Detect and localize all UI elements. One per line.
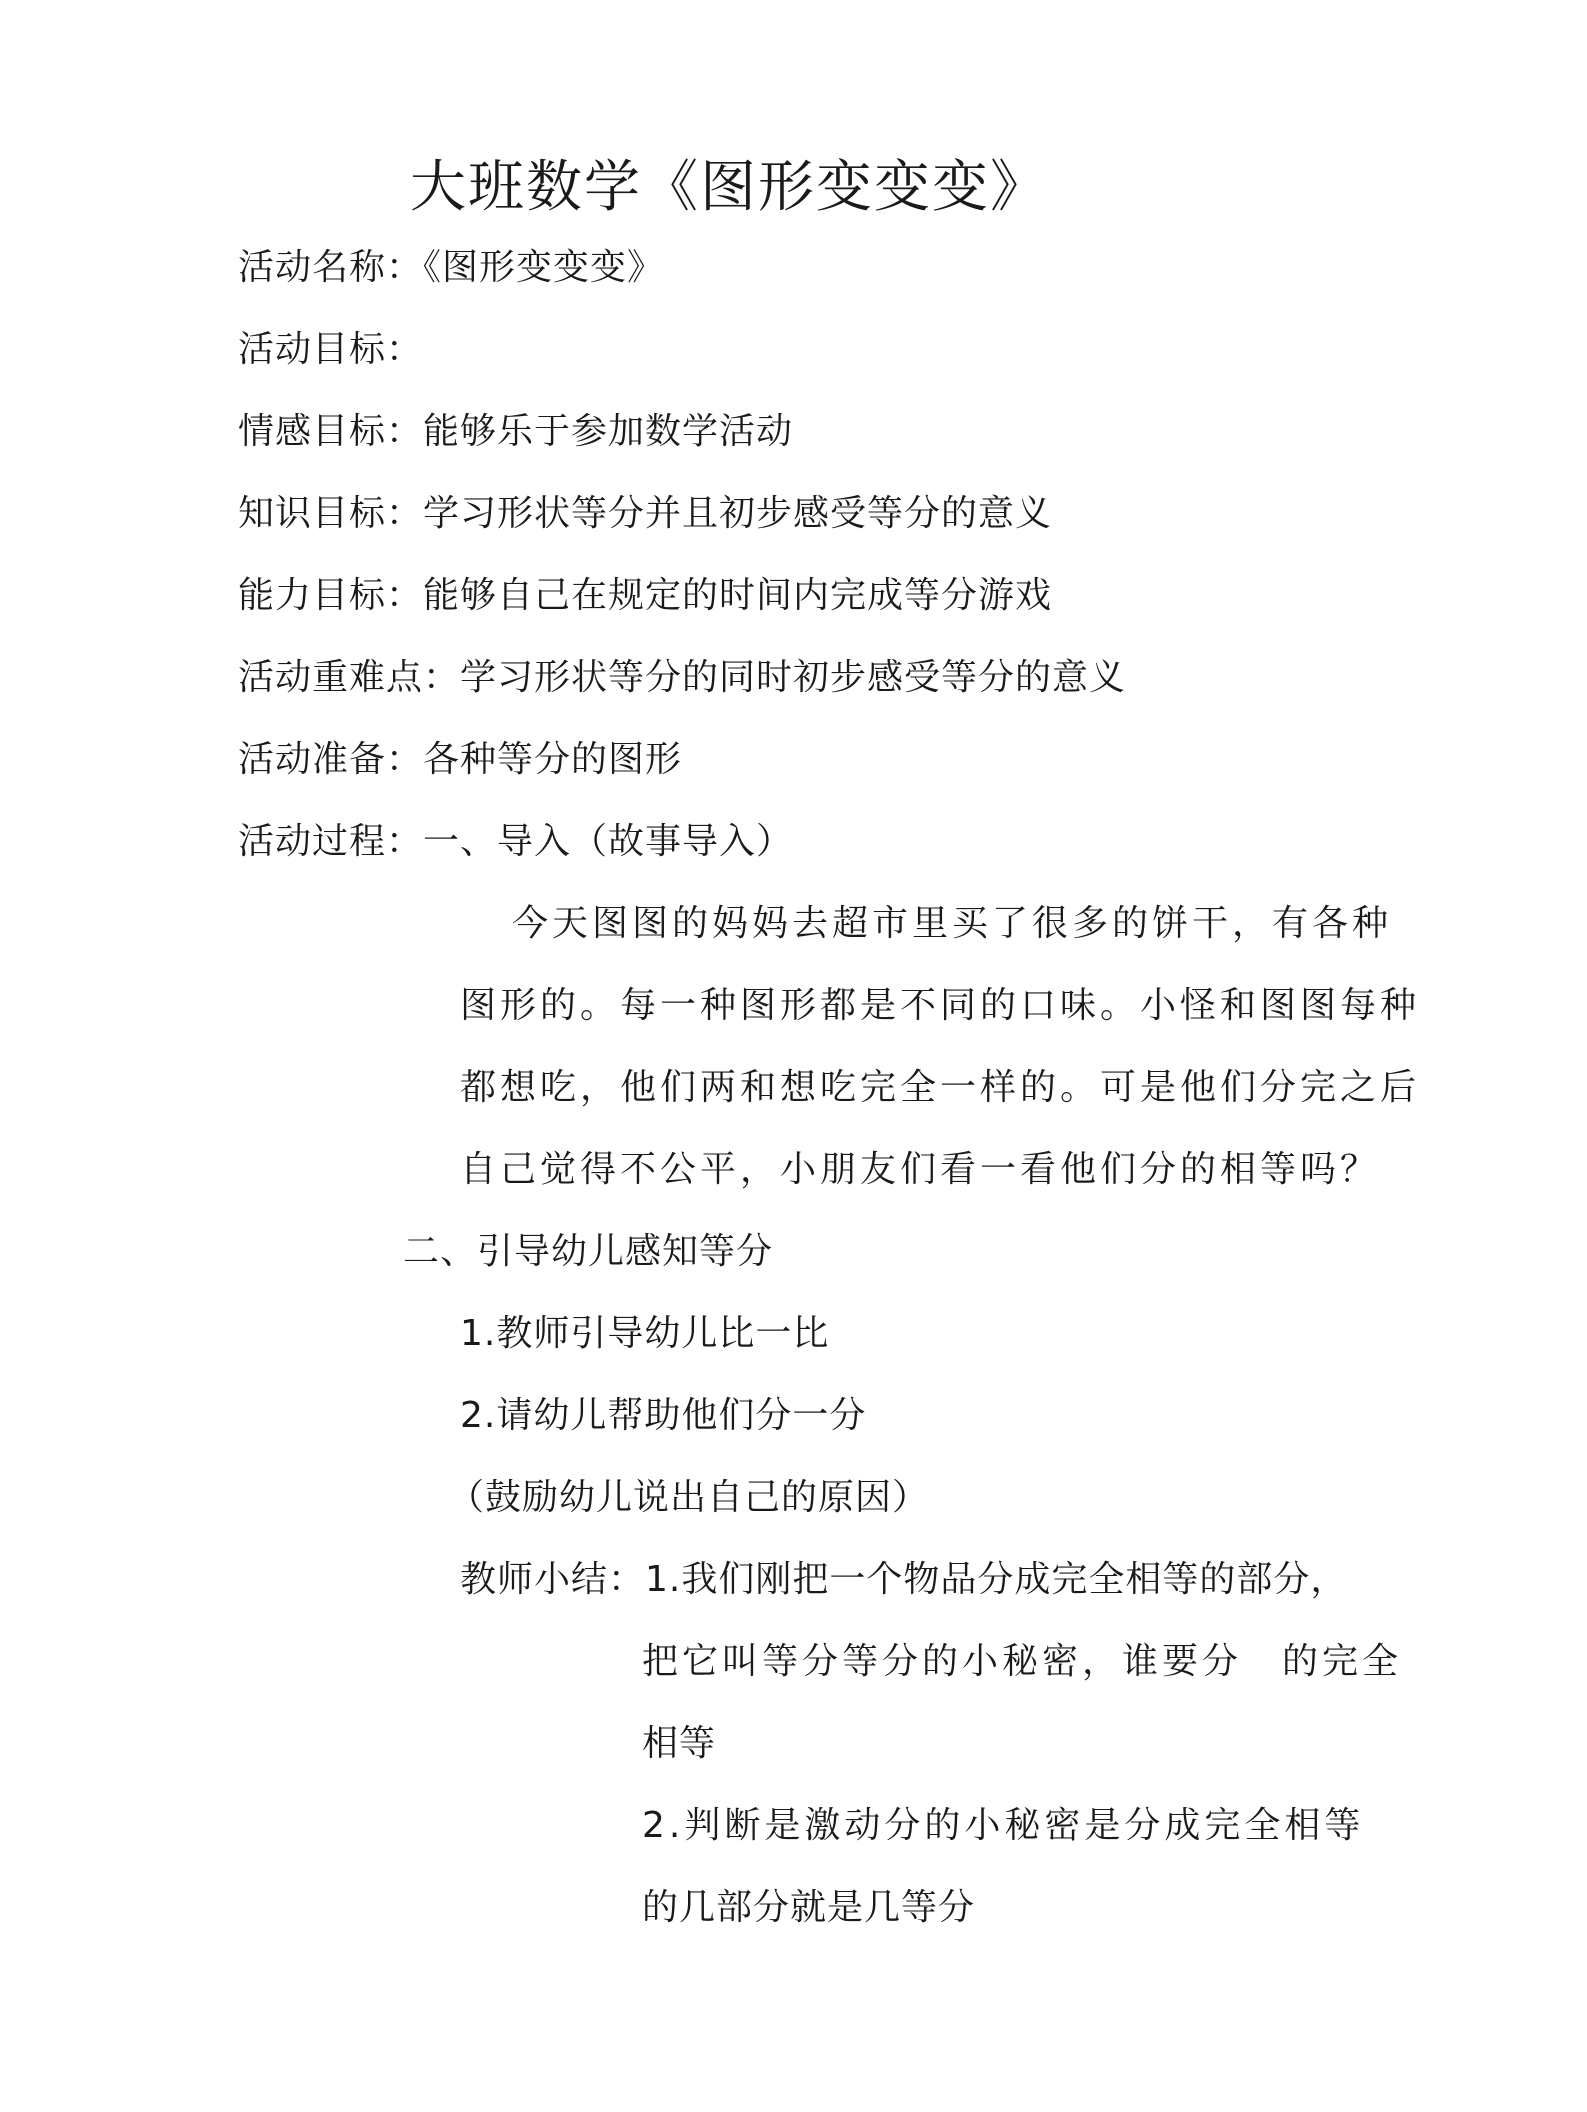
activity-goals-heading: 活动目标： <box>238 329 424 370</box>
teacher-summary-line: 的几部分就是几等分 <box>642 1887 976 1928</box>
teacher-summary-line: 把它叫等分等分的小秘密，谁要分 的完全 <box>642 1641 1403 1682</box>
step-one: 1.教师引导幼儿比一比 <box>460 1313 830 1354</box>
story-paragraph-line: 图形的。每一种图形都是不同的口味。小怪和图图每种 <box>460 985 1421 1026</box>
goal-knowledge: 知识目标：学习形状等分并且初步感受等分的意义 <box>238 493 1053 534</box>
teacher-summary-line: 2.判断是激动分的小秘密是分成完全相等 <box>642 1805 1365 1846</box>
story-paragraph-line: 都想吃，他们两和想吃完全一样的。可是他们分完之后 <box>460 1067 1421 1108</box>
activity-process: 活动过程：一、导入（故事导入） <box>238 821 794 862</box>
activity-name: 活动名称：《图形变变变》 <box>238 247 665 288</box>
story-paragraph-line: 今天图图的妈妈去超市里买了很多的饼干，有各种 <box>512 903 1393 944</box>
encourage-note: （鼓励幼儿说出自己的原因） <box>448 1477 930 1518</box>
section-two-heading: 二、引导幼儿感知等分 <box>403 1231 774 1272</box>
goal-emotion: 情感目标：能够乐于参加数学活动 <box>238 411 794 452</box>
document-title: 大班数学《图形变变变》 <box>410 155 1048 220</box>
activity-preparation: 活动准备：各种等分的图形 <box>238 739 683 780</box>
teacher-summary-line: 教师小结：1.我们刚把一个物品分成完全相等的部分， <box>460 1559 1348 1600</box>
key-difficulty: 活动重难点：学习形状等分的同时初步感受等分的意义 <box>238 657 1127 698</box>
teacher-summary-line: 相等 <box>642 1723 717 1764</box>
step-two: 2.请幼儿帮助他们分一分 <box>460 1395 867 1436</box>
story-paragraph-line: 自己觉得不公平，小朋友们看一看他们分的相等吗？ <box>460 1149 1381 1190</box>
goal-ability: 能力目标：能够自己在规定的时间内完成等分游戏 <box>238 575 1053 616</box>
